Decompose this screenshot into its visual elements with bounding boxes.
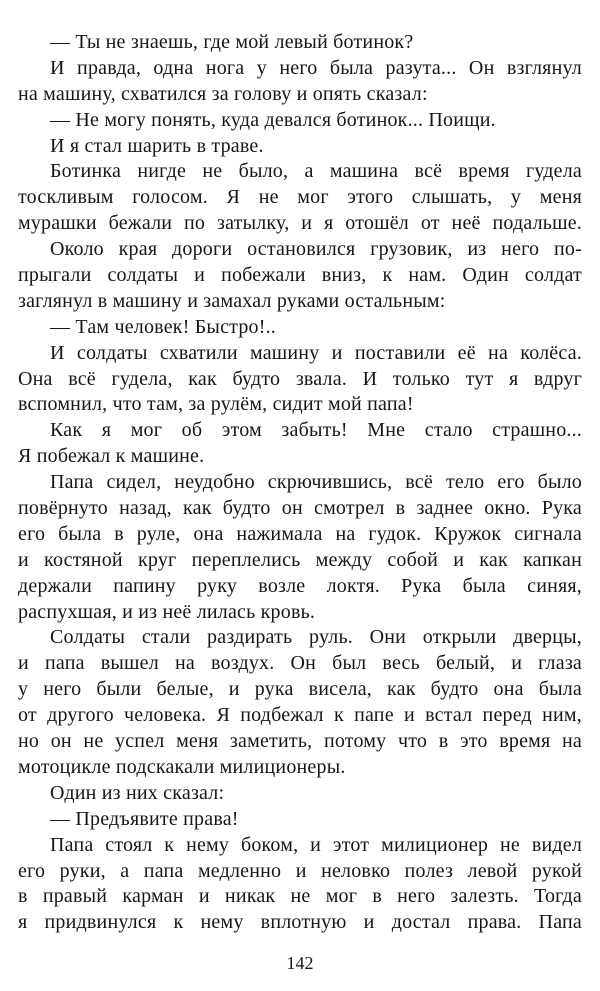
text-line: — Ты не знаешь, где мой левый ботинок?	[50, 31, 414, 53]
text-line: Я побежал к машине.	[18, 445, 205, 468]
text-line: прыгали солдаты и побежали вниз, к нам. Один солдат	[18, 264, 582, 287]
text-line: И солдаты схватили машину и поставили её на колёса.	[50, 341, 582, 364]
page-number: 142	[286, 953, 314, 973]
text-line: И я стал шарить в траве.	[50, 134, 264, 157]
text-line: и костяной круг переплелись между собой и как капкан	[18, 548, 582, 571]
text-line: — Там человек! Быстро!..	[50, 315, 276, 338]
text-line: и папа вышел на воздух. Он был весь белый, и глаза	[18, 652, 582, 675]
text-line: но он не успел меня заметить, потому что в это время на	[18, 730, 582, 753]
text-line: тоскливым голосом. Я не мог этого слышать, у меня	[18, 186, 582, 209]
text-line: мотоцикле подскакали милиционеры.	[18, 755, 346, 778]
text-line: его руки, а папа медленно и неловко полез левой рукой	[18, 859, 582, 882]
text-line: его была в руле, она нажимала на гудок. Кружок сигнала	[18, 522, 582, 545]
text-line: держали папину руку возле локтя. Рука была синяя,	[18, 574, 582, 597]
text-line: Она всё гудела, как будто звала. И только тут я вдруг	[18, 367, 582, 390]
text-line: Ботинка нигде не было, а машина всё время гудела	[50, 160, 582, 183]
text-line: в правый карман и никак не мог в него залезть. Тогда	[18, 885, 582, 908]
text-line: мурашки бежали по затылку, и я отошёл от неё подальше.	[18, 212, 582, 235]
text-line: Как я мог об этом забыть! Мне стало страшно...	[50, 419, 582, 442]
text-line: вспомнил, что там, за рулём, сидит мой папа!	[18, 393, 414, 416]
text-line: И правда, одна нога у него была разута... Он взглянул	[50, 56, 582, 79]
book-page-text	[18, 30, 582, 936]
text-line: у него были белые, и рука висела, как будто она была	[18, 678, 582, 701]
text-line: Солдаты стали раздирать руль. Они открыли дверцы,	[50, 626, 582, 649]
text-line: Папа стоял к нему боком, и этот милиционер не видел	[50, 833, 582, 856]
text-line: — Предъявите права!	[50, 807, 239, 830]
text-line: повёрнуто назад, как будто он смотрел в заднее окно. Рука	[18, 497, 582, 520]
text-line: Около края дороги остановился грузовик, из него по-	[50, 238, 582, 261]
text-line: от другого человека. Я подбежал к папе и встал перед ним,	[18, 704, 582, 727]
text-line: Один из них сказал:	[50, 781, 225, 804]
text-line: распухшая, и из неё лилась кровь.	[18, 600, 316, 623]
text-line: на машину, схватился за голову и опять сказал:	[18, 82, 428, 105]
text-line: заглянул в машину и замахал руками остальным:	[18, 289, 446, 312]
text-line: Папа сидел, неудобно скрючившись, всё тело его было	[50, 471, 582, 494]
text-line: — Не могу понять, куда девался ботинок... Поищи.	[50, 108, 496, 131]
text-line: я придвинулся к нему вплотную и достал права. Папа	[18, 911, 582, 934]
